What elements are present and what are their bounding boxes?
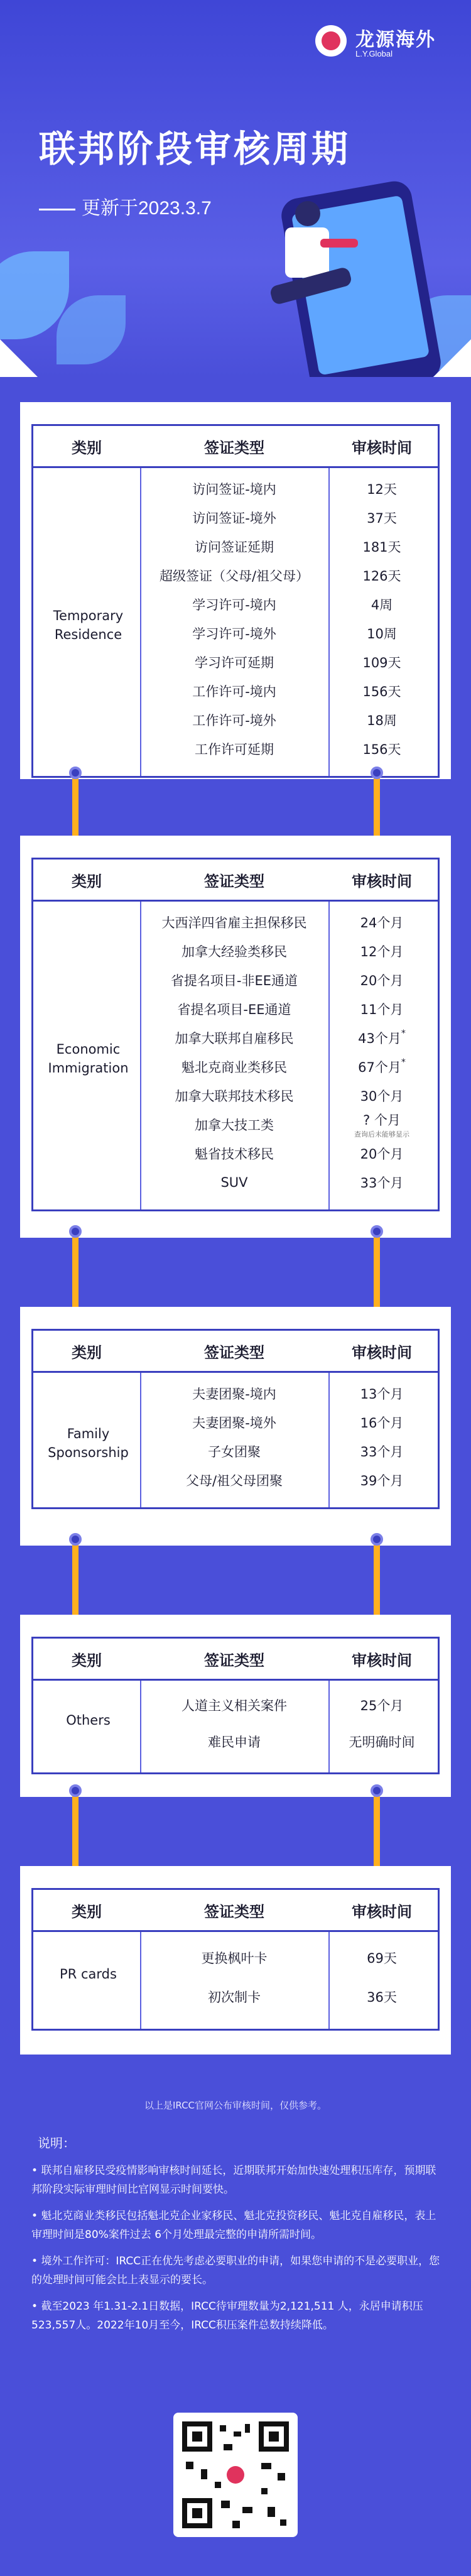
- visa-type-cell: 魁省技术移民: [195, 1147, 274, 1162]
- processing-time-cell: [328, 1696, 435, 1715]
- table-row: [33, 1466, 438, 1495]
- note-item: [31, 2161, 446, 2199]
- table-row: [33, 503, 438, 532]
- processing-time-value: 33个月: [360, 1444, 404, 1460]
- table-row: [33, 966, 438, 995]
- category-label: Others: [66, 1713, 111, 1728]
- visa-type-cell: 访问签证延期: [195, 540, 274, 555]
- leaf-decoration: [57, 295, 126, 364]
- processing-time-value: 156天: [362, 742, 401, 757]
- visa-type-cell: 访问签证-境外: [192, 511, 276, 526]
- processing-time-value: 4周: [371, 598, 393, 613]
- visa-type-cell: 工作许可-境外: [192, 713, 276, 728]
- table-row: [33, 648, 438, 677]
- header-visa-type: 签证类型: [204, 1651, 264, 1669]
- visa-type-cell: 加拿大技工类: [195, 1118, 274, 1133]
- qr-pattern-icon: [173, 2413, 298, 2537]
- processing-time-cell: [328, 1110, 435, 1139]
- header-category: 类别: [72, 1902, 102, 1921]
- table-header: [33, 1639, 438, 1681]
- category-label: Temporary Residence: [53, 608, 124, 642]
- binder-ring-icon: [69, 1225, 82, 1238]
- bullet-icon: •: [31, 2164, 41, 2177]
- processing-time-cell: [328, 913, 435, 932]
- column-divider: [328, 1932, 330, 2029]
- processing-time-cell: [328, 595, 435, 614]
- visa-type-cell: 大西洋四省雇主担保移民: [161, 915, 307, 931]
- processing-time-value: 37天: [367, 511, 397, 526]
- header-time: 审核时间: [352, 872, 412, 890]
- note-text: 境外工作许可：IRCC正在优先考虑必要职业的申请，如果您申请的不是必要职业，您的处理时间可能会比上表显示的要长。: [31, 2255, 440, 2286]
- visa-table: [31, 858, 440, 1211]
- visa-type-cell: 超级签证（父母/祖父母）: [159, 569, 310, 584]
- processing-time-value: 10周: [367, 626, 397, 641]
- table-body: [33, 468, 438, 776]
- processing-time-cell: [328, 1384, 435, 1403]
- binder-link: [374, 1791, 380, 1879]
- header-time: 审核时间: [352, 1343, 412, 1362]
- visa-type-cell: 访问签证-境内: [192, 482, 276, 497]
- binder-ring-icon: [69, 1784, 82, 1797]
- processing-time-cell: [328, 682, 435, 701]
- table-header: [33, 1331, 438, 1373]
- processing-time-cell: [328, 971, 435, 990]
- visa-type-cell: 工作许可延期: [195, 742, 274, 757]
- processing-time-value: 13个月: [360, 1387, 404, 1402]
- visa-type-cell: 学习许可延期: [195, 655, 274, 670]
- processing-time-cell: [328, 711, 435, 729]
- table-header: [33, 426, 438, 468]
- processing-time-value: 16个月: [360, 1416, 404, 1431]
- table-header: [33, 860, 438, 902]
- bullet-icon: •: [31, 2210, 41, 2222]
- table-row: [33, 561, 438, 590]
- visa-type-cell: 省提名项目-非EE通道: [170, 973, 298, 988]
- visa-type-cell: 工作许可-境内: [192, 684, 276, 699]
- header-time: 审核时间: [352, 1902, 412, 1921]
- binder-ring-icon: [69, 1533, 82, 1546]
- processing-time-value: 43个月: [358, 1031, 401, 1046]
- visa-type-cell: 省提名项目-EE通道: [177, 1002, 291, 1017]
- processing-time-value: 12个月: [360, 944, 404, 959]
- processing-time-cell: [328, 537, 435, 556]
- header-time: 审核时间: [352, 1651, 412, 1669]
- note-text: 联邦自雇移民受疫情影响审核时间延长，近期联邦开始加快速处理积压库存，预期联邦阶段实际审理时间比官网显示时间要快。: [31, 2164, 436, 2196]
- page-title: 联邦阶段审核周期: [39, 128, 351, 170]
- processing-time-cell: [328, 1086, 435, 1105]
- table-row: [33, 937, 438, 966]
- processing-time-cell: [328, 1442, 435, 1461]
- table-row: [33, 1139, 438, 1168]
- processing-time-cell: [328, 624, 435, 643]
- visa-table: [31, 1888, 440, 2031]
- binder-link: [374, 1539, 380, 1627]
- processing-time-cell: [328, 1057, 435, 1076]
- visa-type-cell: 魁北克商业类移民: [181, 1060, 287, 1075]
- visa-type-cell: 父母/祖父母团聚: [185, 1473, 283, 1488]
- brand-name-cn: 龙源海外: [355, 29, 436, 51]
- binder-link: [374, 1231, 380, 1319]
- brand-name-en: L.Y.Global: [355, 49, 393, 58]
- section-card: [20, 402, 451, 779]
- category-label: Economic Immigration: [48, 1042, 129, 1076]
- processing-time-value: 20个月: [360, 973, 404, 988]
- table-body: [33, 1932, 438, 2029]
- binder-ring-icon: [371, 1784, 383, 1797]
- header-visa-type: 签证类型: [204, 1902, 264, 1921]
- header-category: 类别: [72, 872, 102, 890]
- binder-ring-icon: [371, 1533, 383, 1546]
- binder-ring-icon: [371, 767, 383, 779]
- note-text: 截至2023 年1.31-2.1日数据，IRCC待审理数量为2,121,511 人，永居申请积压523,557人。2022年10月至今，IRCC积压案件总数持续降低。: [31, 2300, 423, 2332]
- footer-note: 以上是IRCC官网公布审核时间，仅供参考。: [144, 2100, 327, 2111]
- bullet-icon: •: [31, 2300, 41, 2313]
- processing-time-cell: [328, 566, 435, 585]
- column-divider: [328, 468, 330, 776]
- processing-time-cell: [328, 1987, 435, 2006]
- processing-time-value: 39个月: [360, 1473, 404, 1488]
- visa-type-cell: 更换枫叶卡: [201, 1951, 268, 1966]
- processing-time-value: ? 个月: [363, 1113, 401, 1128]
- processing-time-value: 30个月: [360, 1089, 404, 1104]
- section-card: [20, 1307, 451, 1546]
- note-item: [31, 2297, 446, 2335]
- binder-link: [72, 1231, 78, 1319]
- visa-type-cell: 初次制卡: [208, 1990, 261, 2005]
- header-category: 类别: [72, 439, 102, 457]
- brand-logo-icon: [315, 25, 347, 57]
- visa-type-cell: 子女团聚: [208, 1444, 261, 1460]
- visa-type-cell: 难民申请: [208, 1735, 261, 1750]
- table-row: [33, 1110, 438, 1139]
- column-divider: [328, 1681, 330, 1772]
- processing-time-value: 67个月: [358, 1060, 401, 1075]
- processing-time-cell: [328, 1948, 435, 1967]
- footnote-star: *: [401, 1029, 406, 1039]
- processing-time-value: 20个月: [360, 1147, 404, 1162]
- header-category: 类别: [72, 1343, 102, 1362]
- binder-ring-icon: [69, 767, 82, 779]
- visa-type-cell: 加拿大联邦技术移民: [175, 1089, 294, 1104]
- visa-table: [31, 424, 440, 778]
- processing-time-value: 69天: [367, 1951, 397, 1966]
- processing-time-cell: [328, 653, 435, 672]
- processing-time-cell: [328, 1173, 435, 1192]
- time-note: 查询后未能够显示: [354, 1130, 409, 1138]
- table-row: [33, 532, 438, 561]
- binder-link: [72, 1539, 78, 1627]
- note-item: [31, 2207, 446, 2244]
- processing-time-value: 25个月: [360, 1698, 404, 1713]
- category-label: PR cards: [60, 1967, 117, 1982]
- visa-type-cell: SUV: [220, 1175, 248, 1190]
- processing-time-value: 156天: [362, 684, 401, 699]
- processing-time-cell: [328, 1732, 435, 1751]
- header-visa-type: 签证类型: [204, 872, 264, 890]
- processing-time-value: 12天: [367, 482, 397, 497]
- subtitle-text: 更新于2023.3.7: [82, 198, 212, 219]
- note-item: [31, 2252, 446, 2289]
- note-text: 魁北克商业类移民包括魁北克企业家移民、魁北克投资移民、魁北克自雇移民，表上审理时间是80%案件过去 6个月处理最完整的申请所需时间。: [31, 2210, 436, 2241]
- section-card: [20, 836, 451, 1238]
- bullet-icon: •: [31, 2255, 41, 2268]
- hero-banner: [0, 0, 471, 377]
- processing-time-value: 126天: [362, 569, 401, 584]
- table-header: [33, 1890, 438, 1932]
- page-subtitle: [39, 192, 212, 220]
- table-row: [33, 734, 438, 763]
- visa-type-cell: 学习许可-境内: [192, 598, 276, 613]
- white-wedge: [433, 339, 471, 377]
- visa-table: [31, 1637, 440, 1774]
- processing-time-value: 181天: [362, 540, 401, 555]
- processing-time-cell: [328, 1471, 435, 1490]
- column-divider: [328, 1373, 330, 1507]
- qr-code[interactable]: [173, 2413, 298, 2537]
- visa-type-cell: 学习许可-境外: [192, 626, 276, 641]
- footnote-star: *: [401, 1057, 406, 1067]
- table-row: [33, 1168, 438, 1197]
- processing-time-cell: [328, 508, 435, 527]
- table-row: [33, 1379, 438, 1408]
- processing-time-cell: [328, 1144, 435, 1163]
- processing-time-value: 36天: [367, 1990, 397, 2005]
- table-body: [33, 902, 438, 1209]
- notes-title: [38, 2133, 75, 2151]
- visa-type-cell: 加拿大经验类移民: [181, 944, 287, 959]
- processing-time-cell: [328, 1029, 435, 1047]
- processing-time-value: 无明确时间: [349, 1735, 415, 1750]
- processing-time-cell: [328, 740, 435, 758]
- binder-link: [72, 1791, 78, 1879]
- header-visa-type: 签证类型: [204, 439, 264, 457]
- person-illustration: [257, 201, 364, 339]
- processing-time-value: 33个月: [360, 1176, 404, 1191]
- table-body: [33, 1681, 438, 1772]
- processing-time-cell: [328, 1413, 435, 1432]
- visa-type-cell: 人道主义相关案件: [181, 1698, 287, 1713]
- table-row: [33, 1081, 438, 1110]
- processing-time-cell: [328, 942, 435, 961]
- header-time: 审核时间: [352, 439, 412, 457]
- processing-time-value: 18周: [367, 713, 397, 728]
- table-body: [33, 1373, 438, 1507]
- processing-time-cell: [328, 1000, 435, 1018]
- processing-time-value: 109天: [362, 655, 401, 670]
- white-wedge: [0, 339, 38, 377]
- processing-time-value: 24个月: [360, 915, 404, 931]
- visa-type-cell: 加拿大联邦自雇移民: [175, 1031, 294, 1046]
- visa-type-cell: 夫妻团聚-境外: [192, 1416, 276, 1431]
- visa-type-cell: 夫妻团聚-境内: [192, 1387, 276, 1402]
- visa-table: [31, 1329, 440, 1509]
- processing-time-value: 11个月: [360, 1002, 404, 1017]
- binder-ring-icon: [371, 1225, 383, 1238]
- table-row: [33, 474, 438, 503]
- header-category: 类别: [72, 1651, 102, 1669]
- notes-list: [31, 2161, 446, 2342]
- table-row: [33, 706, 438, 734]
- header-visa-type: 签证类型: [204, 1343, 264, 1362]
- section-card: [20, 1615, 451, 1797]
- table-row: [33, 995, 438, 1023]
- processing-time-cell: [328, 479, 435, 498]
- section-card: [20, 1866, 451, 2055]
- table-row: [33, 677, 438, 706]
- table-row: [33, 908, 438, 937]
- column-divider: [328, 902, 330, 1209]
- category-label: Family Sponsorship: [48, 1426, 129, 1460]
- notes-title-text: 说明：: [38, 2136, 75, 2151]
